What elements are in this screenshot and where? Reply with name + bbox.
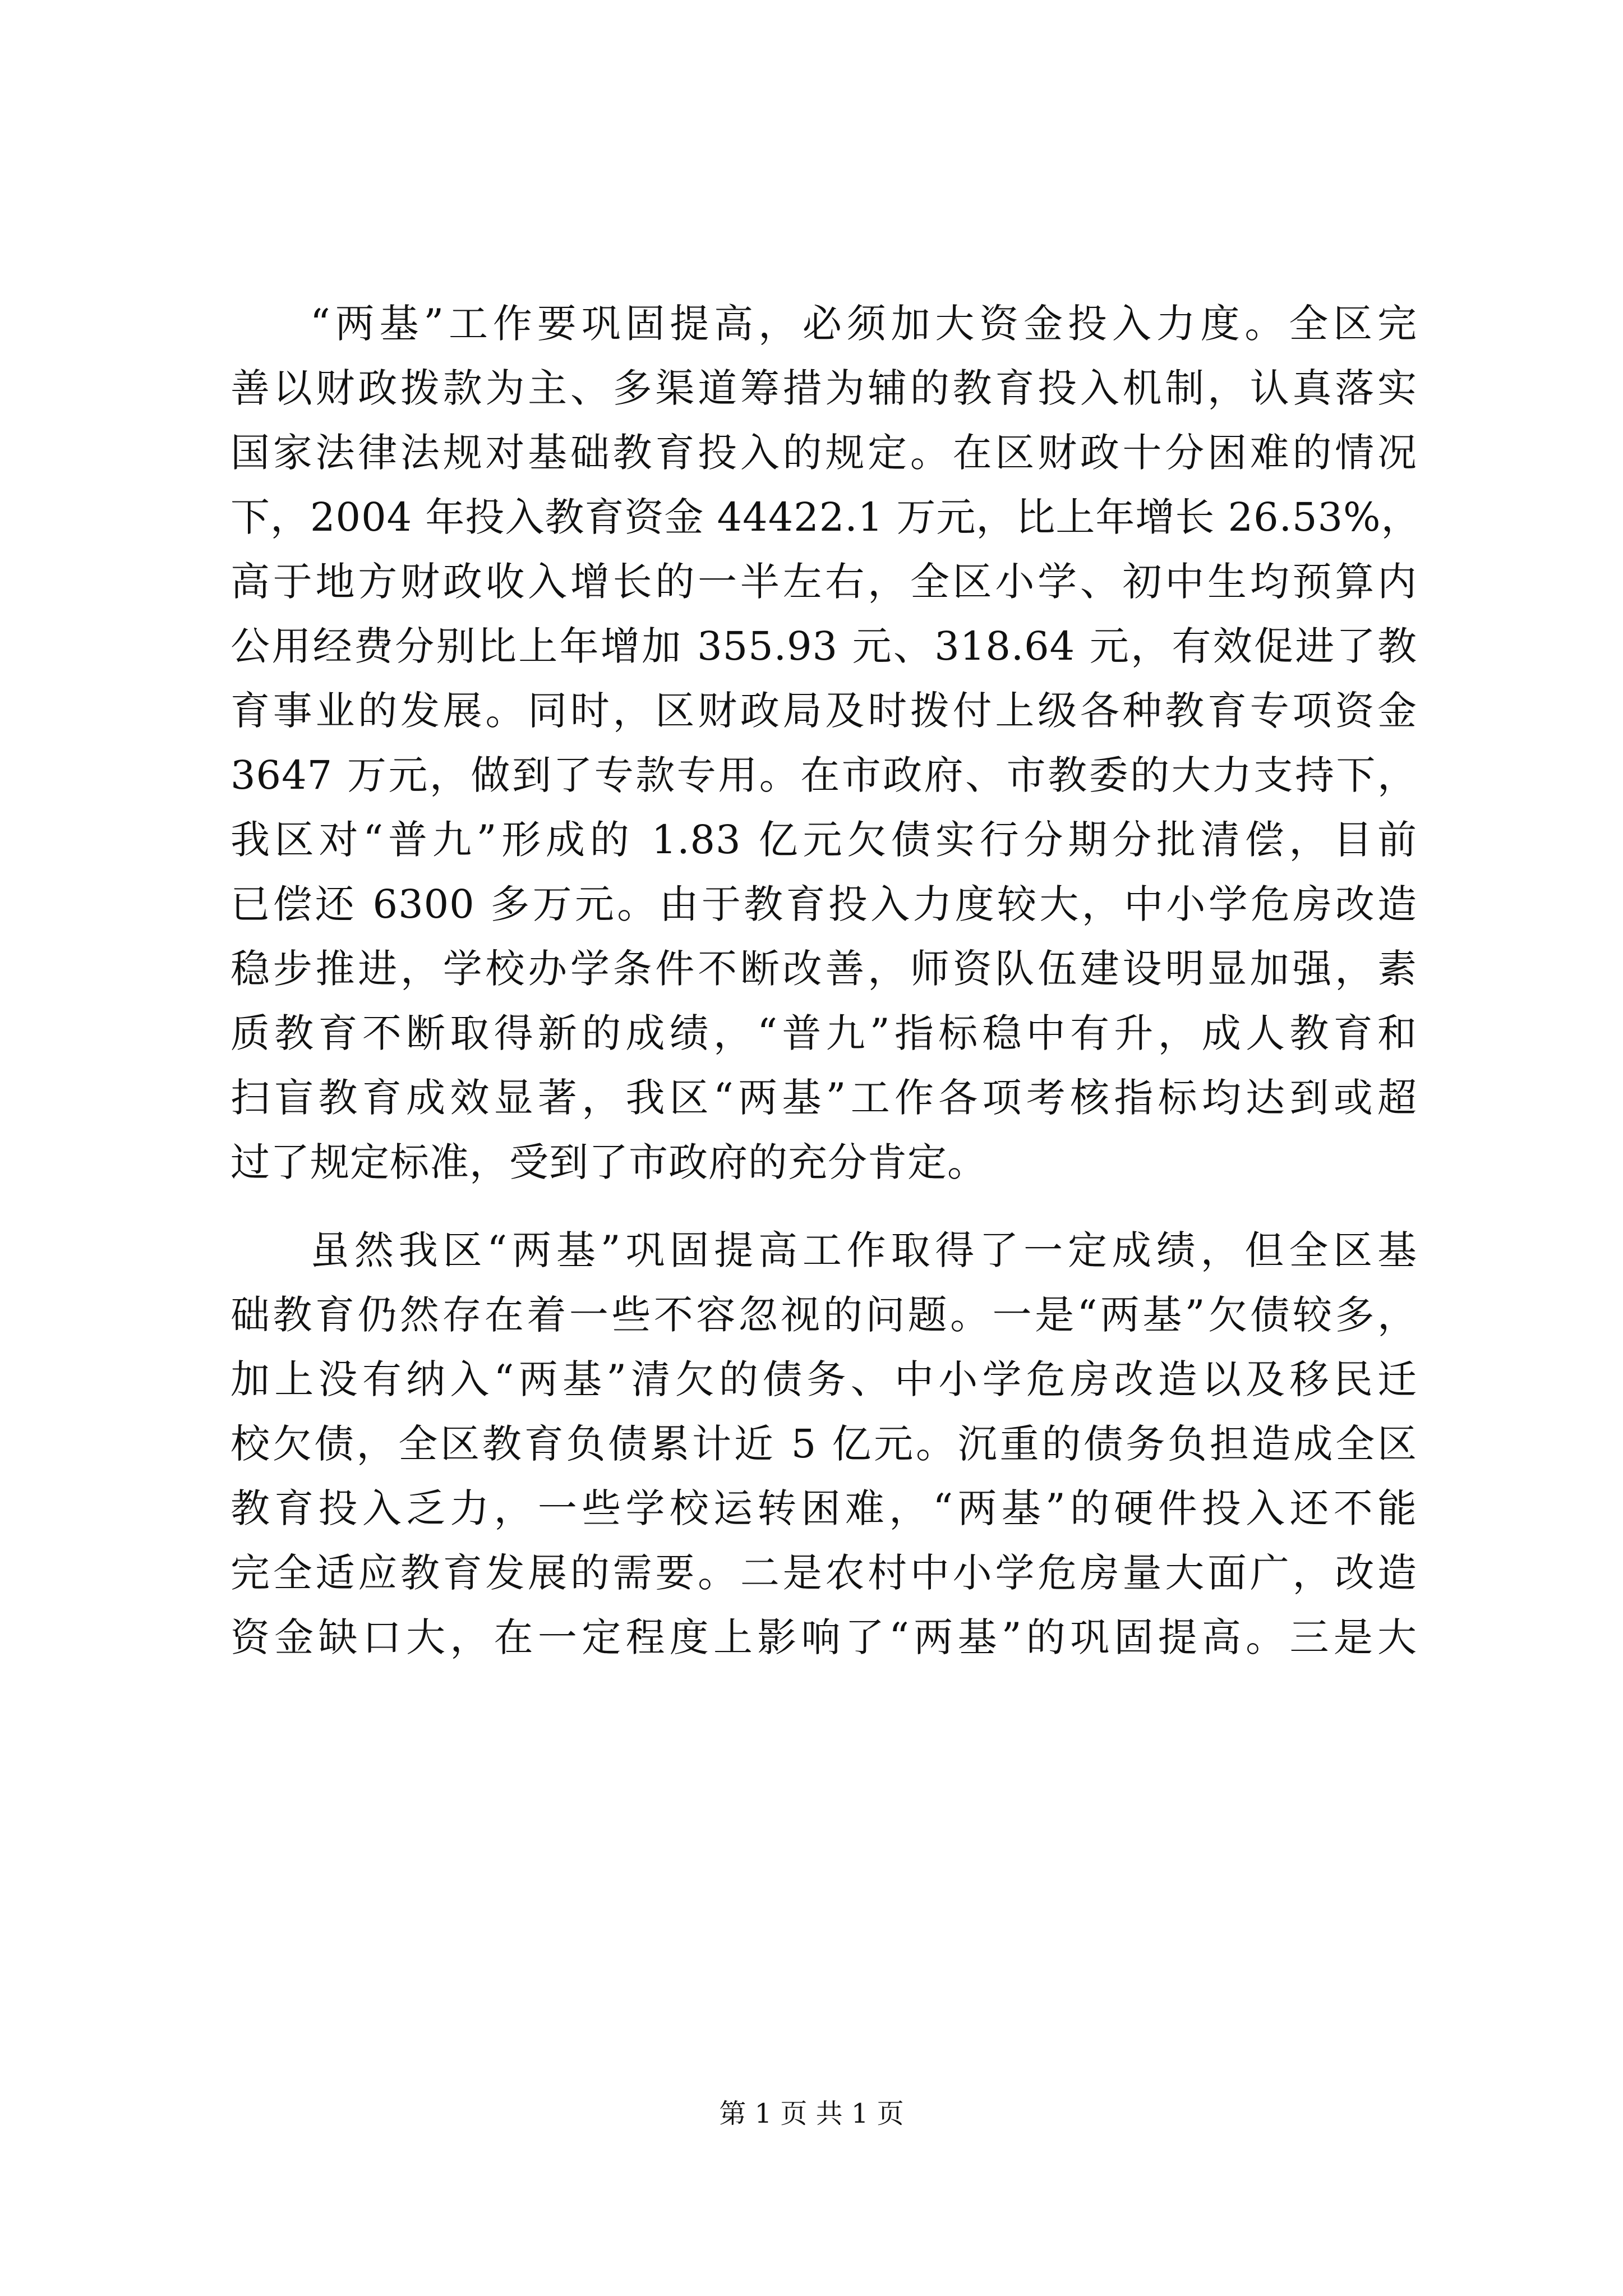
- text-line: 善以财政拨款为主、多渠道筹措为辅的教育投入机制，认真落实: [230, 365, 1417, 411]
- text-line: 虽然我区“两基”巩固提高工作取得了一定成绩，但全区基: [310, 1227, 1417, 1273]
- text-line: 稳步推进，学校办学条件不断改善，师资队伍建设明显加强，素: [230, 946, 1417, 992]
- text-line: 公用经费分别比上年增加 355.93 元、318.64 元，有效促进了教: [230, 623, 1417, 669]
- text-line: 育事业的发展。同时，区财政局及时拨付上级各种教育专项资金: [230, 688, 1417, 734]
- text-line: 我区对“普九”形成的 1.83 亿元欠债实行分期分批清偿，目前: [230, 817, 1417, 863]
- text-line: 校欠债，全区教育负债累计近 5 亿元。沉重的债务负担造成全区: [230, 1421, 1417, 1467]
- page-footer: [0, 2097, 1623, 2131]
- text-line: 3647 万元，做到了专款专用。在市政府、市教委的大力支持下，: [230, 752, 1417, 798]
- text-line: 过了规定标准，受到了市政府的充分肯定。: [230, 1139, 987, 1185]
- paragraph-1: [230, 292, 1421, 1195]
- document-body: [230, 292, 1421, 1670]
- text-line: 下，2004 年投入教育资金 44422.1 万元，比上年增长 26.53%，: [230, 494, 1421, 540]
- text-line: 础教育仍然存在着一些不容忽视的问题。一是“两基”欠债较多，: [230, 1292, 1417, 1338]
- paragraph-spacer: [230, 1195, 1417, 1218]
- page-number: 第 1 页 共 1 页: [719, 2098, 904, 2129]
- text-line: 已偿还 6300 多万元。由于教育投入力度较大，中小学危房改造: [230, 881, 1417, 927]
- text-line: “两基”工作要巩固提高，必须加大资金投入力度。全区完: [310, 301, 1417, 347]
- text-line: 完全适应教育发展的需要。二是农村中小学危房量大面广，改造: [230, 1550, 1417, 1596]
- text-line: 国家法律法规对基础教育投入的规定。在区财政十分困难的情况: [230, 430, 1417, 476]
- text-line: 高于地方财政收入增长的一半左右，全区小学、初中生均预算内: [230, 559, 1417, 605]
- paragraph-2: [230, 1218, 1417, 1670]
- text-line: 教育投入乏力，一些学校运转困难，“两基”的硬件投入还不能: [230, 1485, 1417, 1531]
- text-line: 质教育不断取得新的成绩，“普九”指标稳中有升，成人教育和: [230, 1010, 1417, 1056]
- text-line: 加上没有纳入“两基”清欠的债务、中小学危房改造以及移民迁: [230, 1356, 1417, 1402]
- text-line: 扫盲教育成效显著，我区“两基”工作各项考核指标均达到或超: [230, 1075, 1417, 1121]
- text-line: 资金缺口大，在一定程度上影响了“两基”的巩固提高。三是大: [230, 1614, 1417, 1660]
